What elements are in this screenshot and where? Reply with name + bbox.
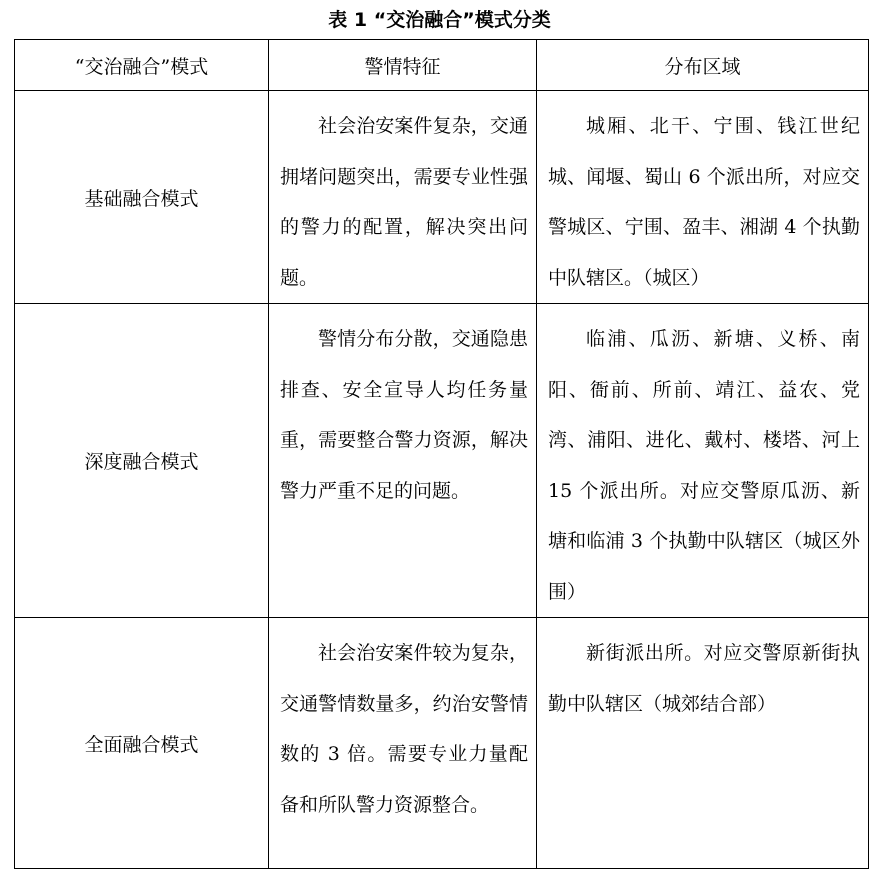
table-row [15, 618, 869, 869]
mode-cell: 深度融合模式 [15, 304, 269, 618]
table-row [15, 91, 869, 304]
features-cell [269, 618, 537, 869]
area-cell [537, 91, 869, 304]
area-cell [537, 304, 869, 618]
header-mode: “交治融合”模式 [15, 40, 269, 91]
area-text: 新街派出所。对应交警原新街执勤中队辖区（城郊结合部） [548, 642, 860, 715]
features-cell [269, 91, 537, 304]
table-caption: 表 1 “交治融合”模式分类 [328, 9, 551, 31]
features-text: 警情分布分散，交通隐患排查、安全宣导人均任务量重，需要整合警力资源，解决警力严重不足的问题。 [280, 328, 528, 502]
features-text: 社会治安案件较为复杂，交通警情数量多，约治安警情数的 3 倍。需要专业力量配备和所队警力资源整合。 [280, 642, 528, 816]
table-header-row [15, 40, 869, 91]
features-cell [269, 304, 537, 618]
table-row [15, 304, 869, 618]
mode-cell: 基础融合模式 [15, 91, 269, 304]
mode-cell: 全面融合模式 [15, 618, 269, 869]
header-area: 分布区域 [537, 40, 869, 91]
features-text: 社会治安案件复杂，交通拥堵问题突出，需要专业性强的警力的配置，解决突出问题。 [280, 115, 528, 289]
area-text: 临浦、瓜沥、新塘、义桥、南阳、衙前、所前、靖江、益农、党湾、浦阳、进化、戴村、楼塔、河上 15 个派出所。对应交警原瓜沥、新塘和临浦 3 个执勤中队辖区（城区外围） [548, 328, 860, 603]
area-text: 城厢、北干、宁围、钱江世纪城、闻堰、蜀山 6 个派出所，对应交警城区、宁围、盈丰、湘湖 4 个执勤中队辖区。（城区） [548, 115, 860, 289]
mode-classification-table [14, 39, 869, 869]
area-cell [537, 618, 869, 869]
header-features: 警情特征 [269, 40, 537, 91]
